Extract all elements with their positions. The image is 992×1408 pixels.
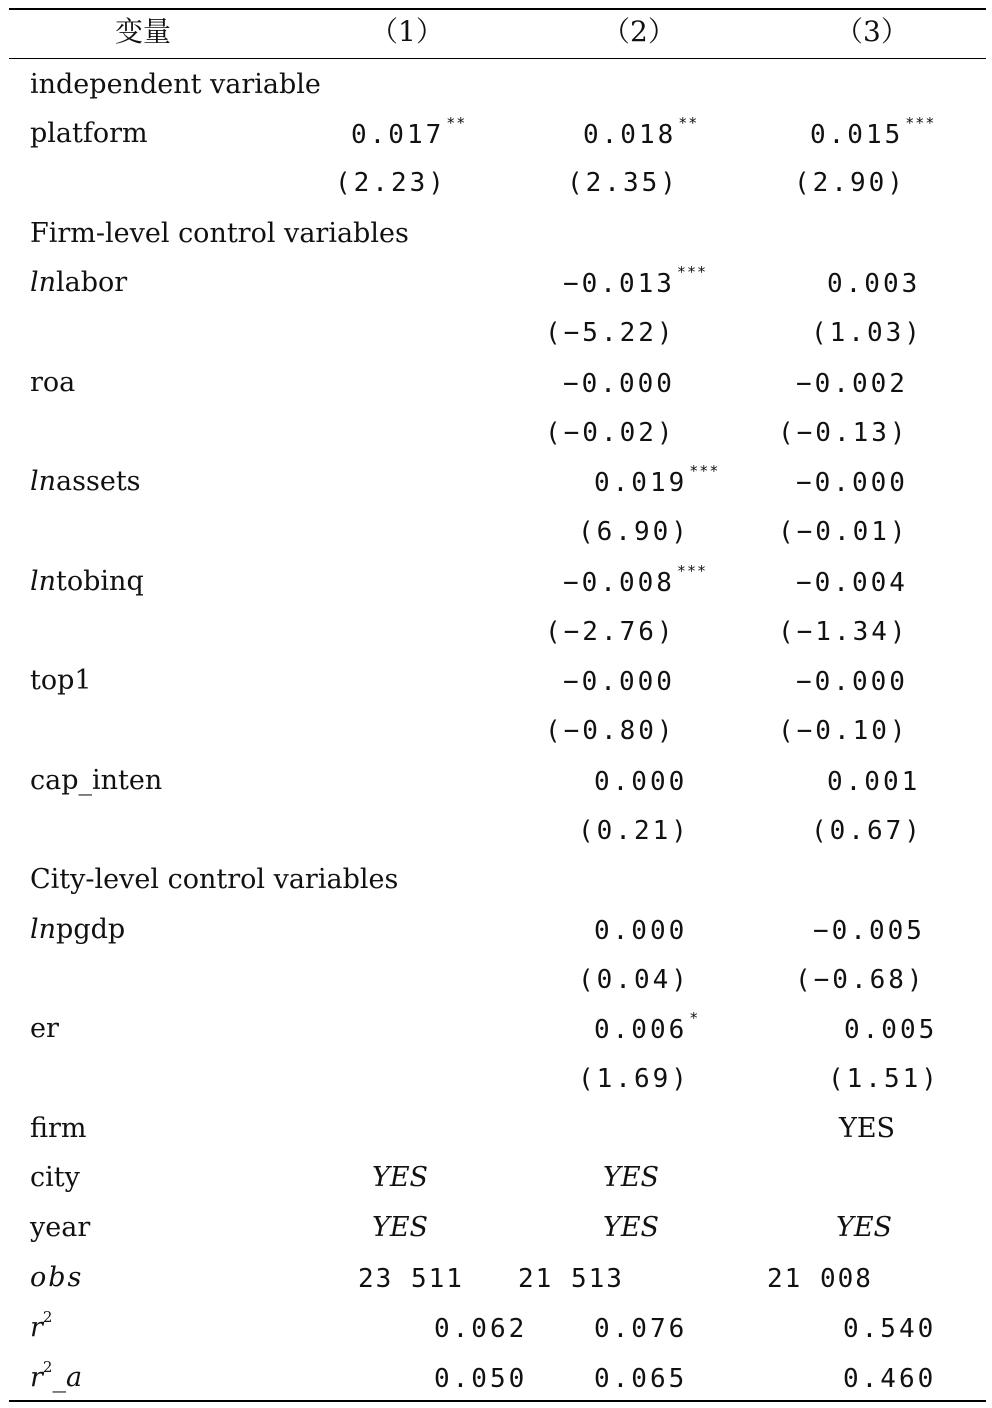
platform-coef-2: 0.018 **	[583, 114, 699, 150]
cap-inten-t-2: (0.21)	[578, 816, 690, 846]
lnlabor-t-2: (−5.22)	[545, 318, 676, 348]
platform-coef-3: 0.015 ***	[810, 114, 936, 150]
r2-1: 0.062	[434, 1314, 528, 1344]
lnlabor-t-3: (1.03)	[811, 318, 923, 348]
roa-coef-2: −0.000	[563, 369, 675, 399]
roa-coef-3: −0.002	[796, 369, 908, 399]
cap-inten-coef-2: 0.000	[594, 767, 688, 797]
er-coef-3: 0.005	[844, 1015, 938, 1045]
lnassets-coef-3: −0.000	[796, 468, 908, 498]
lnpgdp-t-2: (0.04)	[578, 965, 690, 995]
lnpgdp-t-3: (−0.68)	[795, 965, 926, 995]
obs-2: 21 513	[518, 1264, 624, 1294]
header-col-2: （2）	[602, 15, 676, 48]
roa-t-2: (−0.02)	[545, 418, 676, 448]
platform-t-1: (2.23)	[335, 168, 447, 198]
section-firm-controls: Firm-level control variables	[30, 218, 409, 249]
roa-t-3: (−0.13)	[778, 418, 909, 448]
row-label-firm: firm	[30, 1113, 87, 1144]
row-label-roa: roa	[30, 367, 76, 398]
top1-t-2: (−0.80)	[545, 716, 676, 746]
lntobinq-t-3: (−1.34)	[778, 617, 909, 647]
sig-stars: ***	[905, 114, 936, 132]
r2a-2: 0.065	[594, 1364, 688, 1394]
row-label-lnlabor: lnlabor	[30, 267, 128, 298]
er-t-2: (1.69)	[578, 1064, 690, 1094]
row-label-top1: top1	[30, 665, 92, 696]
top-rule	[9, 8, 986, 10]
sig-stars: **	[678, 114, 699, 132]
header-variable: 变量	[115, 15, 172, 48]
platform-t-2: (2.35)	[567, 168, 679, 198]
er-coef-2: 0.006 *	[594, 1009, 700, 1045]
obs-1: 23 511	[358, 1264, 464, 1294]
sig-stars: **	[446, 114, 467, 132]
row-label-city: city	[30, 1162, 80, 1193]
sig-stars: ***	[676, 263, 708, 281]
r2a-1: 0.050	[434, 1364, 528, 1394]
top1-coef-2: −0.000	[563, 667, 675, 697]
cap-inten-t-3: (0.67)	[811, 816, 923, 846]
r2a-3: 0.460	[843, 1364, 937, 1394]
year-fe-1: YES	[372, 1212, 429, 1243]
lntobinq-coef-2: −0.008 ***	[563, 562, 708, 598]
lnassets-t-2: (6.90)	[578, 517, 690, 547]
top1-coef-3: −0.000	[796, 667, 908, 697]
header-col-1: （1）	[370, 15, 444, 48]
header-col-3: （3）	[835, 15, 909, 48]
sig-stars: *	[689, 1009, 700, 1027]
platform-t-3: (2.90)	[794, 168, 906, 198]
header-rule	[9, 58, 986, 59]
lnlabor-coef-2: −0.013 ***	[563, 263, 708, 299]
platform-coef-1: 0.017 **	[351, 114, 467, 150]
lnpgdp-coef-2: 0.000	[594, 916, 688, 946]
firm-fe-3: YES	[839, 1113, 896, 1144]
r2-2: 0.076	[594, 1314, 688, 1344]
year-fe-2: YES	[603, 1212, 660, 1243]
row-label-lnassets: lnassets	[30, 466, 141, 497]
year-fe-3: YES	[836, 1212, 893, 1243]
row-label-obs: obs	[30, 1262, 84, 1293]
city-fe-2: YES	[603, 1162, 660, 1193]
sig-stars: ***	[689, 462, 720, 480]
row-label-r2-a: $r^2\_a$	[30, 1358, 83, 1393]
row-label-r2: $r^2$	[30, 1308, 53, 1343]
r2-3: 0.540	[843, 1314, 937, 1344]
cap-inten-coef-3: 0.001	[827, 767, 921, 797]
row-label-er: er	[30, 1013, 59, 1044]
sig-stars: ***	[676, 562, 708, 580]
er-t-3: (1.51)	[828, 1064, 940, 1094]
row-label-lntobinq: lntobinq	[30, 566, 144, 597]
section-independent: independent variable	[30, 69, 321, 100]
row-label-cap-inten: cap_inten	[30, 765, 163, 796]
city-fe-1: YES	[372, 1162, 429, 1193]
lntobinq-coef-3: −0.004	[796, 568, 908, 598]
row-label-lnpgdp: lnpgdp	[30, 914, 126, 945]
row-label-platform: platform	[30, 118, 148, 149]
lnlabor-coef-3: 0.003	[827, 269, 921, 299]
lnassets-coef-2: 0.019 ***	[594, 462, 720, 498]
row-label-year: year	[30, 1212, 91, 1243]
lnassets-t-3: (−0.01)	[778, 517, 909, 547]
lnpgdp-coef-3: −0.005	[813, 916, 925, 946]
obs-3: 21 008	[767, 1264, 873, 1294]
section-city-controls: City-level control variables	[30, 864, 399, 895]
lntobinq-t-2: (−2.76)	[545, 617, 676, 647]
top1-t-3: (−0.10)	[778, 716, 909, 746]
bottom-rule	[9, 1400, 986, 1402]
